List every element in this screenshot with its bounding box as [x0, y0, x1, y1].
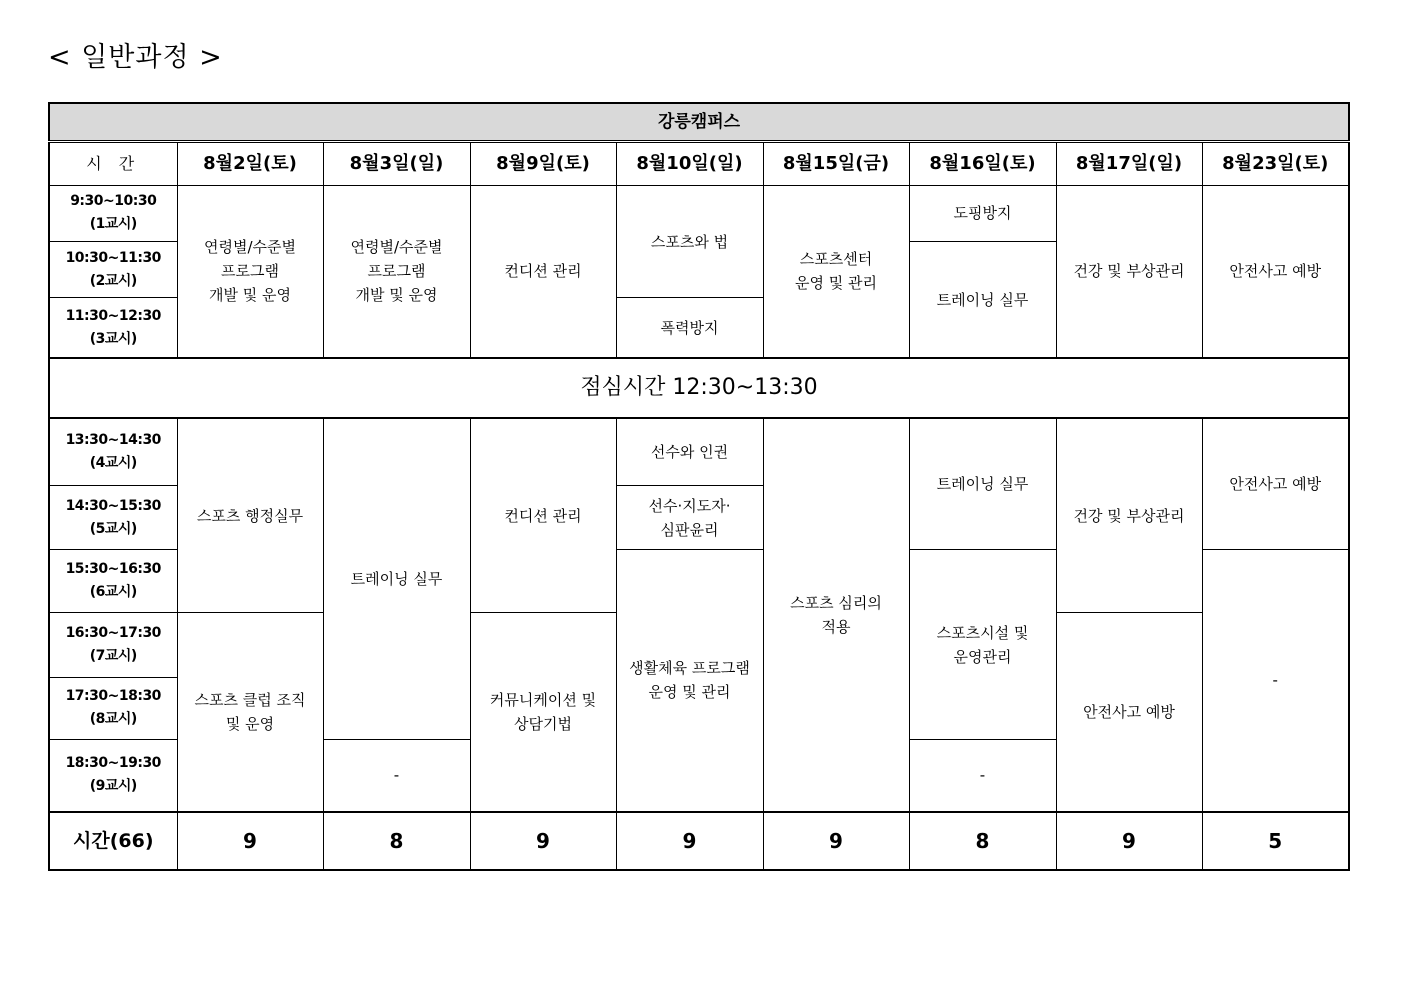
lunch-row	[49, 358, 1349, 418]
page-title: < 일반과정 >	[48, 42, 223, 73]
period-label: (1교시)	[89, 216, 137, 233]
class-text: 프로그램	[221, 262, 279, 281]
class-cell-aug16-training: 트레이닝 실무	[909, 242, 1056, 358]
class-text: 스포츠 심리의	[790, 593, 882, 612]
campus-name: 강릉캠퍼스	[49, 103, 1349, 141]
date-header-aug10: 8월10일(일)	[616, 141, 763, 185]
date-header-aug17: 8월17일(일)	[1056, 141, 1202, 185]
period-time-cell	[49, 550, 177, 613]
class-cell-aug9-communication	[470, 613, 616, 812]
period-label: (5교시)	[89, 520, 137, 537]
date-header-aug9: 8월9일(토)	[470, 141, 616, 185]
period-time: 13:30~14:30	[65, 432, 161, 449]
class-text: 연령별/수준별	[350, 238, 443, 257]
period-time: 11:30~12:30	[65, 307, 161, 324]
date-header-aug23: 8월23일(토)	[1202, 141, 1349, 185]
class-cell-aug9-morning: 컨디션 관리	[470, 185, 616, 358]
class-text: 프로그램	[367, 262, 426, 281]
period-label: (2교시)	[89, 272, 137, 289]
class-text: 선수·지도자·	[648, 496, 731, 515]
period-time: 18:30~19:30	[65, 755, 161, 772]
total-hours-aug23: 5	[1202, 812, 1349, 870]
period-time-cell	[49, 418, 177, 485]
class-cell-aug17-morning: 건강 및 부상관리	[1056, 185, 1202, 358]
total-hours-aug2: 9	[177, 812, 323, 870]
class-text: 운영관리	[953, 647, 1012, 666]
period-time-cell	[49, 739, 177, 811]
period-label: (3교시)	[89, 330, 137, 347]
class-text: 심판윤리	[660, 520, 719, 539]
date-header-aug15: 8월15일(금)	[763, 141, 909, 185]
period-time: 10:30~11:30	[65, 249, 161, 266]
total-hours-aug3: 8	[323, 812, 470, 870]
class-cell-aug10-law: 스포츠와 법	[616, 185, 763, 297]
class-text: 개발 및 운영	[209, 286, 291, 305]
class-text: 스포츠시설 및	[936, 623, 1029, 642]
period-label: (9교시)	[89, 778, 137, 795]
class-cell-aug10-violence: 폭력방지	[616, 298, 763, 358]
class-cell-aug2-admin: 스포츠 행정실무	[177, 418, 323, 613]
class-text: 및 운영	[225, 715, 275, 734]
class-cell-aug10-rights: 선수와 인권	[616, 418, 763, 485]
class-text: 개발 및 운영	[355, 286, 438, 305]
time-header: 시 간	[49, 141, 177, 185]
period-time: 14:30~15:30	[65, 497, 161, 514]
total-hours-aug15: 9	[763, 812, 909, 870]
class-cell-aug23-morning: 안전사고 예방	[1202, 185, 1349, 358]
class-cell-aug16-facility	[909, 550, 1056, 740]
campus-row	[49, 103, 1349, 141]
class-text: 연령별/수준별	[204, 238, 296, 257]
class-cell-aug2-morning	[177, 185, 323, 358]
period-time-cell	[49, 185, 177, 241]
class-cell-aug17-health: 건강 및 부상관리	[1056, 418, 1202, 613]
period-row-1	[49, 185, 1349, 241]
class-cell-aug16-training: 트레이닝 실무	[909, 418, 1056, 550]
date-header-aug16: 8월16일(토)	[909, 141, 1056, 185]
class-cell-aug9-condition: 컨디션 관리	[470, 418, 616, 613]
period-time-cell	[49, 242, 177, 298]
date-header-aug2: 8월2일(토)	[177, 141, 323, 185]
class-cell-aug2-club	[177, 613, 323, 812]
lunch-time: 점심시간 12:30~13:30	[49, 358, 1349, 418]
period-time: 9:30~10:30	[70, 193, 157, 210]
total-hours-aug17: 9	[1056, 812, 1202, 870]
class-cell-aug23-safety: 안전사고 예방	[1202, 418, 1349, 550]
total-hours-aug10: 9	[616, 812, 763, 870]
class-cell-aug10-program	[616, 550, 763, 812]
class-cell-aug3-training: 트레이닝 실무	[323, 418, 470, 739]
period-label: (8교시)	[89, 711, 137, 728]
class-cell-aug23-empty: -	[1202, 550, 1349, 812]
period-time-cell	[49, 485, 177, 549]
class-cell-aug3-empty: -	[323, 739, 470, 811]
class-cell-aug3-morning	[323, 185, 470, 358]
class-text: 커뮤니케이션 및	[489, 691, 597, 710]
class-cell-aug15-morning	[763, 185, 909, 358]
total-hours-aug16: 8	[909, 812, 1056, 870]
period-time: 16:30~17:30	[65, 625, 161, 642]
class-cell-aug16-doping: 도핑방지	[909, 185, 1056, 241]
class-text: 스포츠센터	[799, 250, 873, 269]
period-label: (6교시)	[89, 584, 137, 601]
class-cell-aug10-ethics	[616, 485, 763, 549]
date-header-row	[49, 141, 1349, 185]
class-cell-aug16-empty: -	[909, 739, 1056, 811]
period-label: (4교시)	[89, 455, 137, 472]
period-time: 15:30~16:30	[65, 561, 161, 578]
period-time-cell	[49, 677, 177, 739]
class-text: 스포츠 클럽 조직	[194, 691, 306, 710]
class-cell-aug17-safety: 안전사고 예방	[1056, 613, 1202, 812]
schedule-table	[48, 102, 1350, 871]
total-hours-aug9: 9	[470, 812, 616, 870]
class-cell-aug15-psychology	[763, 418, 909, 812]
period-time: 17:30~18:30	[65, 688, 161, 705]
class-text: 운영 및 관리	[648, 683, 731, 702]
total-row	[49, 812, 1349, 870]
class-text: 상담기법	[514, 715, 572, 734]
date-header-aug3: 8월3일(일)	[323, 141, 470, 185]
class-text: 운영 및 관리	[795, 274, 877, 293]
period-label: (7교시)	[89, 648, 137, 665]
class-text: 생활체육 프로그램	[629, 659, 750, 678]
period-time-cell	[49, 613, 177, 677]
class-text: 적용	[821, 617, 851, 636]
period-time-cell	[49, 298, 177, 358]
period-row-4	[49, 418, 1349, 485]
total-hours-label: 시간(66)	[49, 812, 177, 870]
